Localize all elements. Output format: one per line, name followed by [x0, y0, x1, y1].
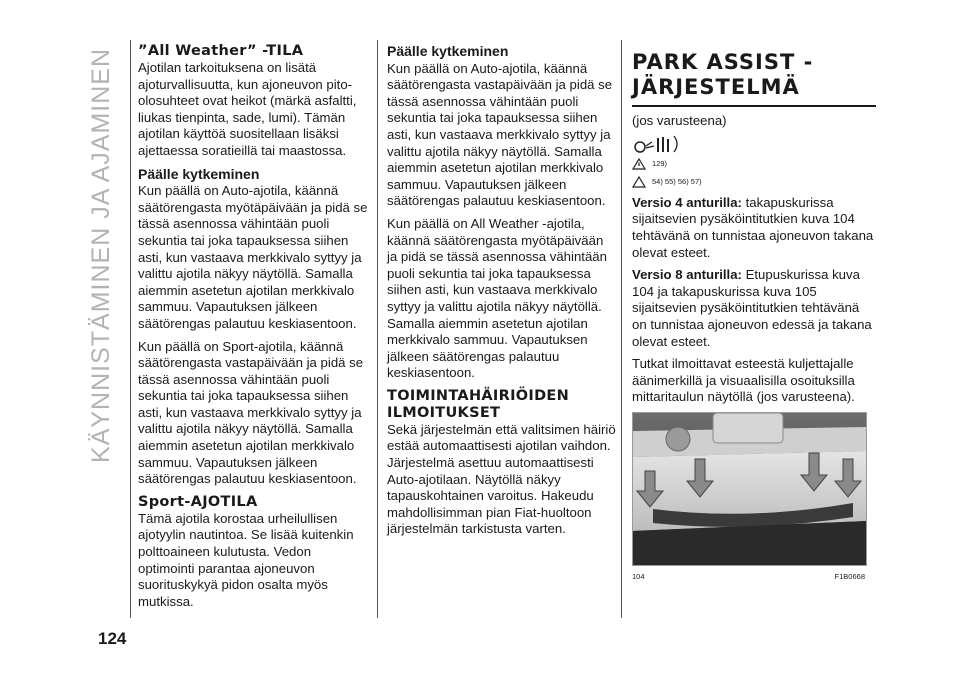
paragraph [632, 267, 876, 350]
caution-triangle-icon [632, 176, 646, 188]
reference-row [632, 156, 876, 173]
chapter-side-title: KÄYNNISTÄMINEN JA AJAMINEN [86, 48, 115, 463]
paragraph: Kun päällä on Sport-ajotila, käännä säätörengasta vastapäivään ja pidä se tässä asennossa vähintään puoli sekuntia tai joka tapauksessa siihen asti, kun vastaava merkkivalo syttyy ja valittu ajotila näkyy näytöllä. Samalla aiemmin asetetun ajotilan merkkivalo sammuu. Vapautuksen jälkeen säätörengas palautuu keskiasentoon. [138, 338, 364, 487]
availability-note: (jos varusteena) [632, 113, 727, 128]
paragraph: Tutkat ilmoittavat esteestä kuljettajalle äänimerkillä ja visuaalisilla osoituksilla mittaritaulun näytöllä (jos varusteena). [632, 356, 855, 405]
paragraph: Kun päällä on Auto-ajotila, käännä säätörengasta vastapäivään ja pidä se tässä asennossa vähintään puoli sekuntia tai joka tapauksessa siihen asti, kun vastaava merkkivalo syttyy ja valittu ajotila näkyy näytöllä. Samalla aiemmin asetetun ajotilan merkkivalo sammuu. Vapautuksen jälkeen säätörengas palautuu keskiasentoon. [387, 60, 613, 209]
paragraph [632, 195, 876, 261]
section-heading: ”All Weather” -TILA [138, 43, 304, 59]
warning-triangle-icon [632, 158, 646, 170]
version-text: Etupuskurissa kuva 104 ja takapuskurissa kuva 105 sijaitsevien pysäköintitutkien tehtävänä on tunnistaa ajoneuvon edessä ja takana olevat esteet. [632, 267, 872, 349]
reference-numbers: 54) 55) 56) 57) [652, 177, 702, 187]
version-label: Versio 8 anturilla: [632, 267, 742, 283]
column-1 [138, 43, 370, 616]
subheading: Päälle kytkeminen [387, 43, 509, 59]
paragraph: Tämä ajotila korostaa urheilullisen ajotyylin nautintoa. Se lisää kuitenkin polttoaineen kulutusta. Vedon optimointi parantaa ajoneuvon suorituskykyä pidon osalta myös mutkissa. [138, 510, 354, 609]
rear-bumper-sensor-photo [632, 412, 867, 566]
page-number: 124 [98, 629, 127, 648]
section-title: PARK ASSIST -JÄRJESTELMÄ [632, 50, 876, 107]
reference-numbers: 129) [652, 158, 668, 168]
section-heading: Sport-AJOTILA [138, 493, 258, 510]
figure-caption [632, 569, 865, 586]
paragraph: Kun päällä on All Weather -ajotila, käännä säätörengasta myötäpäivään ja pidä se tässä asennossa vähintään puoli sekuntia tai joka tapauksessa siihen asti, kun vastaava merkkivalo syttyy ja valittu ajotila näkyy näytöllä. Samalla aiemmin asetetun ajotilan merkkivalo sammuu. Vapautuksen jälkeen säätörengas palautuu keskiasentoon. [387, 215, 607, 381]
paragraph: Kun päällä on Auto-ajotila, käännä säätörengasta myötäpäivään ja pidä se tässä asennossa vähintään puoli sekuntia tai joka tapauksessa siihen asti, kun vastaava merkkivalo syttyy ja valittu ajotila näkyy näytöllä. Samalla aiemmin asetetun ajotilan merkkivalo sammuu. Vapautuksen jälkeen säätörengas palautuu keskiasentoon. [138, 183, 368, 331]
subheading: Päälle kytkeminen [138, 165, 260, 182]
column-divider [130, 40, 131, 618]
reference-row [632, 174, 876, 191]
column-divider [377, 40, 378, 618]
paragraph: Sekä järjestelmän että valitsimen häiriö estää automaattisesti ajotilan vaihdon. Järjestelmä asettuu automaattisesti Auto-ajotilaan. Näytöllä näkyy tapauskohtainen varoitus. Hakeudu mahdollisimman pian Fiat-huoltoon järjestelmän tarkistusta varten. [387, 421, 616, 537]
column-divider [621, 40, 622, 618]
version-label: Versio 4 anturilla: [632, 194, 742, 210]
figure-number: 104 [632, 571, 645, 581]
column-2 [387, 43, 617, 544]
version-text: takapuskurissa sijaitsevien pysäköintitutkien kuva 104 tehtävänä on tunnistaa ajoneuvon takana olevat esteet. [632, 194, 874, 260]
section-heading: TOIMINTAHÄIRIÖIDEN ILMOITUKSET [387, 387, 570, 421]
paragraph: Ajotilan tarkoituksena on lisätä ajoturvallisuutta, kun ajoneuvon pito-olosuhteet ovat heikot (märkä asfaltti, liukas tienpinta, sade, lumi). Tämän ajotilan käyttöä suositellaan lisäksi ajettaessa soratieillä tai maastossa. [138, 60, 357, 158]
pictogram-row [632, 134, 876, 154]
column-3 [632, 50, 876, 586]
figure-code: F1B0668 [834, 571, 865, 581]
sensor-pictogram-icon [632, 134, 688, 154]
